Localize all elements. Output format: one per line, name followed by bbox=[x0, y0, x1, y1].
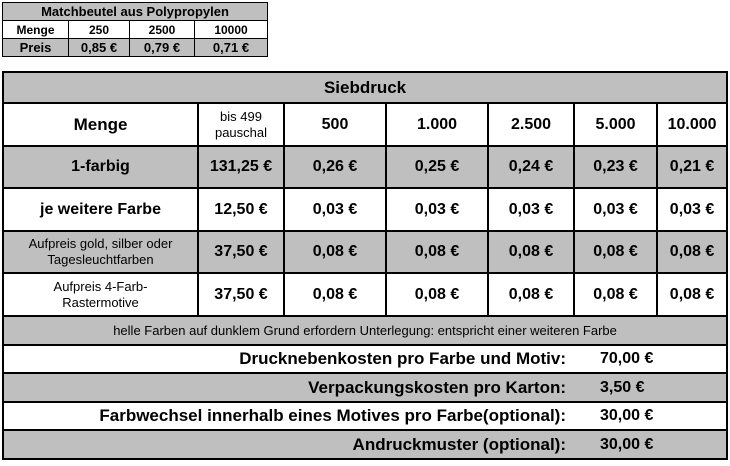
price-cell: 0,03 € bbox=[284, 188, 386, 231]
cost-value: 70,00 € bbox=[574, 345, 727, 373]
matchbeutel-preis-cell: 0,85 € bbox=[69, 39, 130, 57]
price-cell: 0,08 € bbox=[574, 273, 657, 316]
cost-value: 3,50 € bbox=[574, 373, 727, 402]
matchbeutel-menge-label: Menge bbox=[3, 21, 69, 39]
header-qty: 500 bbox=[284, 103, 386, 146]
price-cell: 0,08 € bbox=[488, 273, 574, 316]
row-label: Aufpreis 4-Farb-Rastermotive bbox=[3, 273, 198, 316]
header-qty: 10.000 bbox=[657, 103, 727, 146]
header-qty: 5.000 bbox=[574, 103, 657, 146]
header-qty: 2.500 bbox=[488, 103, 574, 146]
price-cell: 37,50 € bbox=[198, 231, 284, 273]
matchbeutel-preis-label: Preis bbox=[3, 39, 69, 57]
price-cell: 0,08 € bbox=[657, 231, 727, 273]
price-cell: 37,50 € bbox=[198, 273, 284, 316]
price-cell: 0,03 € bbox=[386, 188, 488, 231]
price-cell: 0,23 € bbox=[574, 146, 657, 188]
price-cell: 0,08 € bbox=[284, 273, 386, 316]
price-cell: 0,08 € bbox=[574, 231, 657, 273]
price-cell: 0,08 € bbox=[284, 231, 386, 273]
header-menge-label: Menge bbox=[3, 103, 198, 146]
cost-label: Andruckmuster (optional): bbox=[3, 430, 574, 459]
price-cell: 131,25 € bbox=[198, 146, 284, 188]
price-cell: 0,08 € bbox=[386, 273, 488, 316]
price-cell: 0,25 € bbox=[386, 146, 488, 188]
matchbeutel-menge-cell: 10000 bbox=[195, 21, 268, 39]
price-cell: 0,08 € bbox=[657, 273, 727, 316]
note-row: helle Farben auf dunklem Grund erfordern Unterlegung: entspricht einer weiteren Farbe bbox=[3, 316, 727, 345]
price-cell: 0,03 € bbox=[657, 188, 727, 231]
cost-value: 30,00 € bbox=[574, 430, 727, 459]
price-cell: 0,21 € bbox=[657, 146, 727, 188]
matchbeutel-title: Matchbeutel aus Polypropylen bbox=[3, 3, 268, 21]
price-cell: 0,08 € bbox=[386, 231, 488, 273]
matchbeutel-menge-cell: 2500 bbox=[130, 21, 195, 39]
siebdruck-title: Siebdruck bbox=[3, 72, 727, 103]
matchbeutel-price-table bbox=[2, 2, 268, 57]
price-cell: 12,50 € bbox=[198, 188, 284, 231]
cost-label: Verpackungskosten pro Karton: bbox=[3, 373, 574, 402]
row-label: je weitere Farbe bbox=[3, 188, 198, 231]
cost-label: Farbwechsel innerhalb eines Motives pro Farbe(optional): bbox=[3, 402, 574, 430]
matchbeutel-menge-cell: 250 bbox=[69, 21, 130, 39]
price-cell: 0,26 € bbox=[284, 146, 386, 188]
row-label: 1-farbig bbox=[3, 146, 198, 188]
price-cell: 0,24 € bbox=[488, 146, 574, 188]
header-qty-first: bis 499 pauschal bbox=[198, 103, 284, 146]
cost-value: 30,00 € bbox=[574, 402, 727, 430]
header-qty: 1.000 bbox=[386, 103, 488, 146]
price-cell: 0,08 € bbox=[488, 231, 574, 273]
price-cell: 0,03 € bbox=[574, 188, 657, 231]
siebdruck-price-table bbox=[2, 71, 728, 460]
matchbeutel-preis-cell: 0,79 € bbox=[130, 39, 195, 57]
row-label: Aufpreis gold, silber oder Tagesleuchtfarben bbox=[3, 231, 198, 273]
cost-label: Drucknebenkosten pro Farbe und Motiv: bbox=[3, 345, 574, 373]
price-cell: 0,03 € bbox=[488, 188, 574, 231]
matchbeutel-preis-cell: 0,71 € bbox=[195, 39, 268, 57]
